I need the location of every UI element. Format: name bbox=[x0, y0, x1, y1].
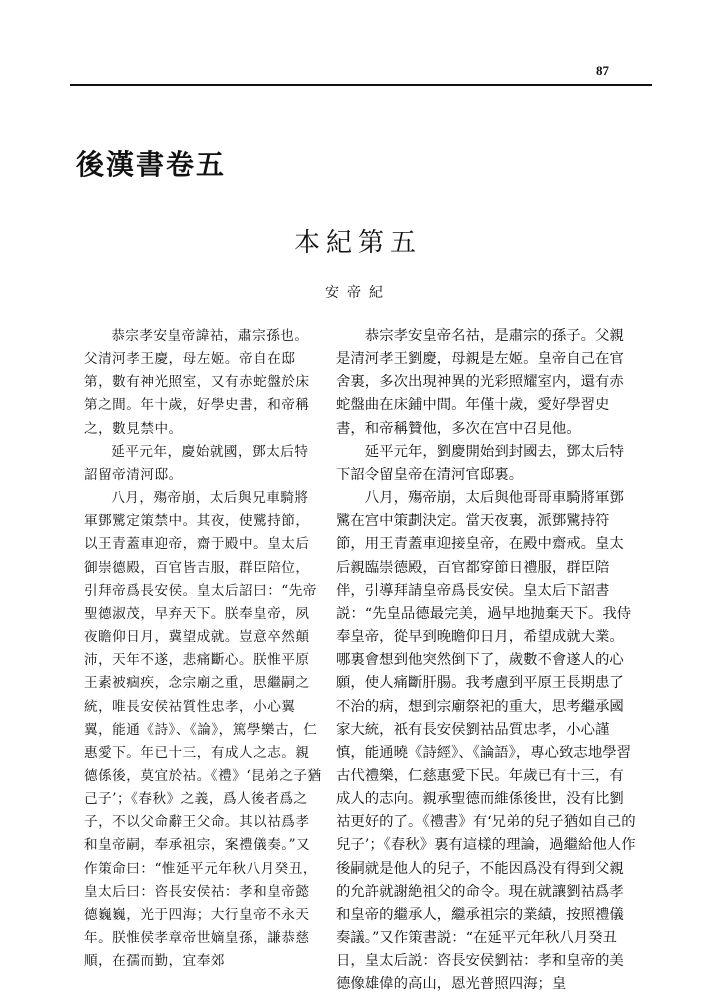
page-number: 87 bbox=[596, 63, 609, 78]
book-title: 後漢書卷五 bbox=[76, 148, 227, 181]
chapter-subtitle: 安帝紀 bbox=[325, 285, 391, 301]
translation-text-column bbox=[336, 325, 638, 997]
original-paragraph: 八月，殤帝崩，太后與兄車騎將軍鄧騭定策禁中。其夜，使騭持節，以王青蓋車迎帝，齋于殿中。皇太后御崇德殿，百官皆吉服，群臣陪位，引拜帝爲長安侯。皇太后詔曰：“先帝聖德淑茂，早弃天下。朕奉皇帝，夙夜瞻仰日月，冀望成就。豈意卒然顛沛，天年不遂，悲痛斷心。朕惟平原王素被痼疾，念宗廟之重，思繼嗣之統，唯長安侯祜質性忠孝，小心翼翼，能通《詩》、《論》，篤學樂古，仁惠愛下。年已十三，有成人之志。親德係後，莫宜於祜。《禮》‘昆弟之子猶己子’；《春秋》之義，爲人後者爲之子，不以父命辭王父命。其以祜爲孝和皇帝嗣，奉承祖宗，案禮儀奏。”又作策命曰：“惟延平元年秋八月癸丑，皇太后曰：咨長安侯祜：孝和皇帝懿德巍巍，光于四海；大行皇帝不永天年。朕惟侯孝章帝世嫡皇孫，謙恭慈順，在孺而勤，宜奉郊 bbox=[84, 490, 322, 970]
original-paragraph: 恭宗孝安皇帝諱祜，肅宗孫也。父清河孝王慶，母左姬。帝自在邸第，數有神光照室，又有赤蛇盤於床第之間。年十歲，好學史書，和帝稱之，數見禁中。 bbox=[84, 328, 310, 437]
original-text-column bbox=[84, 325, 322, 973]
chapter-title: 本紀第五 bbox=[293, 228, 422, 258]
translation-paragraph: 延平元年，劉慶開始到封國去，鄧太后特下詔令留皇帝在清河官邸裏。 bbox=[336, 443, 624, 483]
translation-paragraph: 恭宗孝安皇帝名祜，是肅宗的孫子。父親是清河孝王劉慶，母親是左姬。皇帝自己在官舍裏，多次出現神異的光彩照耀室内，還有赤蛇盤曲在床鋪中間。年僅十歲，愛好學習史書，和帝稱贊他，多次在宫中召見他。 bbox=[336, 328, 624, 437]
original-paragraph: 延平元年，慶始就國，鄧太后特詔留帝清河邸。 bbox=[84, 443, 309, 483]
translation-paragraph: 八月，殤帝崩，太后與他哥哥車騎將軍鄧騭在宫中策劃決定。當天夜裏，派鄧騭持符節，用王青蓋車迎接皇帝，在殿中齋戒。皇太后親臨崇德殿，百官都穿節日禮服，群臣陪伴，引導拜請皇帝爲長安侯。皇太后下詔書説：“先皇品德最完美，過早地抛棄天下。我侍奉皇帝，從早到晚瞻仰日月，希望成就大業。哪裏會想到他突然倒下了，歲數不會遂人的心願，使人痛斷肝腸。我考慮到平原王長期患了不治的病，想到宗廟祭祀的重大，思考繼承國家大統，祇有長安侯劉祜品質忠孝，小心謹慎，能通曉《詩經》、《論語》，專心致志地學習古代禮樂，仁慈惠愛下民。年歲已有十三，有成人的志向。親承聖德而維係後世，没有比劉祜更好的了。《禮書》有‘兄弟的兒子猶如自己的兒子’；《春秋》裏有這樣的理論，過繼給他人作後嗣就是他人的兒子，不能因爲没有得到父親的允許就謝絶祖父的命令。現在就讓劉祜爲孝和皇帝的繼承人，繼承祖宗的業績，按照禮儀奏議。”又作策書説：“在延平元年秋八月癸丑日，皇太后説：咨長安侯劉祜：孝和皇帝的美德像雄偉的高山，恩光普照四海；皇 bbox=[336, 490, 636, 993]
header-rule bbox=[70, 84, 652, 86]
